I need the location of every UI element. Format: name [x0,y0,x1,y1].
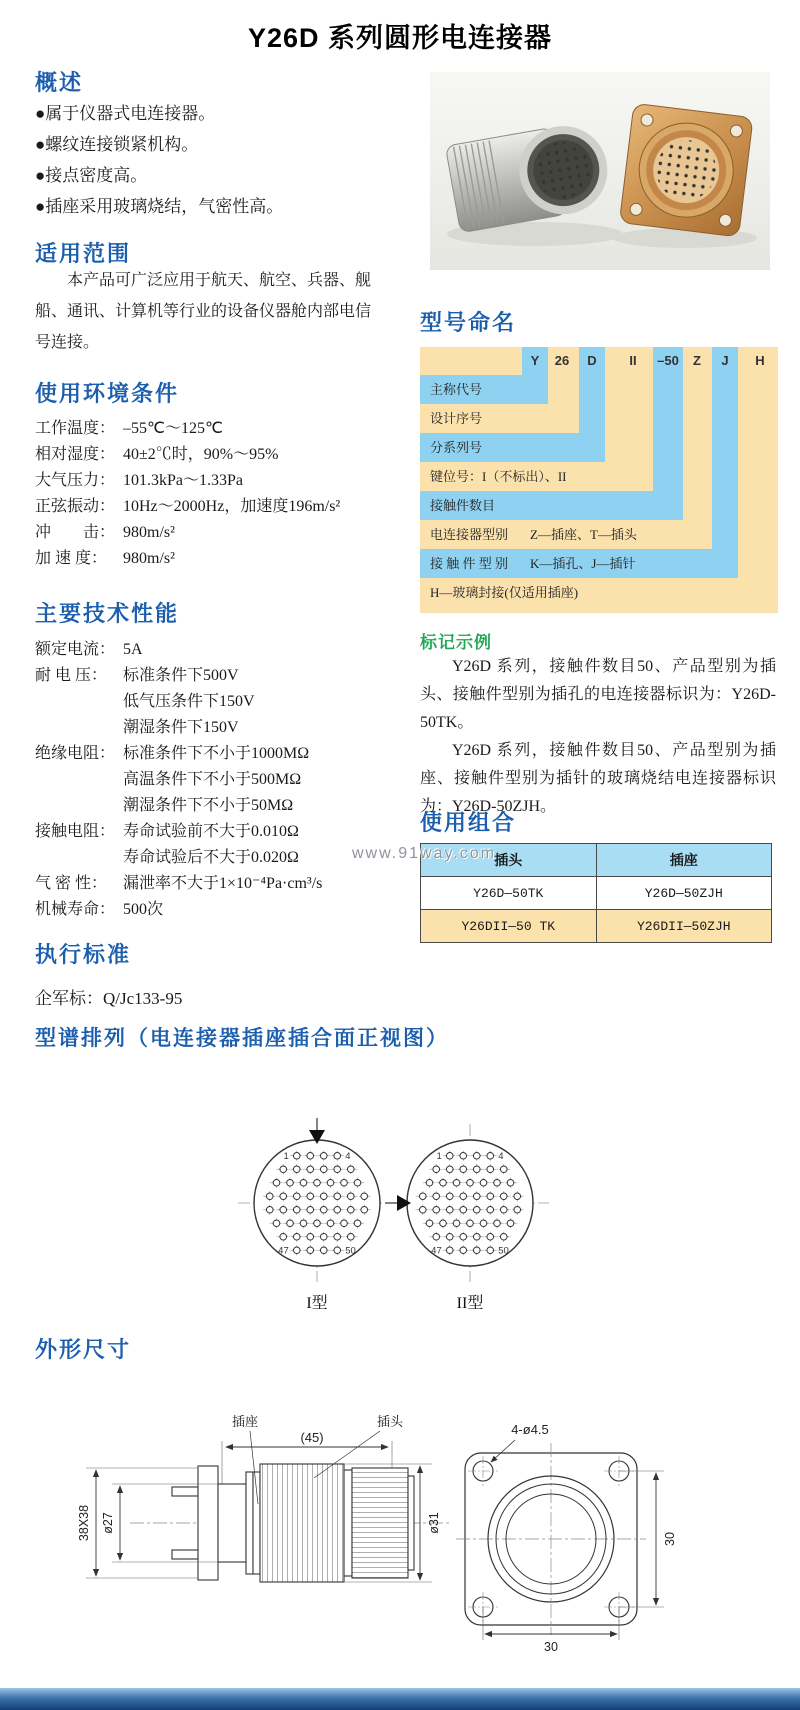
contact-pin [280,1233,287,1240]
pin-number-label: 4 [345,1150,351,1162]
contact-pin [347,1193,354,1200]
naming-row [420,433,605,462]
contact-pin [300,1179,307,1186]
contact-pin [273,1179,280,1186]
naming-row-label: 主称代号 [430,382,483,397]
contact-pin [473,1166,480,1173]
side-view [77,1414,450,1582]
contact-pin [334,1206,341,1213]
contact-pin [426,1179,433,1186]
pin-number-label: 47 [278,1245,289,1257]
contact-pin [480,1179,487,1186]
contact-pin [334,1152,341,1159]
contact-pin [307,1233,314,1240]
contact-pin [341,1179,348,1186]
overview-bullets [35,98,380,222]
naming-row-label: 电连接器型别 [430,527,509,542]
overview-bullet: ●螺纹连接锁紧机构。 [35,135,199,154]
contact-pin [446,1247,453,1254]
contact-pin [460,1193,467,1200]
spec-row [35,793,322,819]
contact-pin [460,1206,467,1213]
contact-pin [467,1179,474,1186]
spec-row [35,715,322,741]
pin-number-label: 47 [431,1245,442,1257]
dim-30-vertical-label: 30 [663,1532,677,1546]
footer-bar [0,1688,800,1710]
contact-pin [419,1193,426,1200]
application-paragraph: 本产品可广泛应用于航天、航空、兵器、舰船、通讯、计算机等行业的设备仪器舱内部电信号连接。 [35,272,372,351]
insert-face-type2-diagram [385,1118,555,1288]
spec-value: 5A [123,641,143,658]
contact-pin [327,1220,334,1227]
naming-row [420,491,683,520]
marking-example-heading: 标记示例 [420,633,492,652]
spec-row [35,767,322,793]
naming-row-detail: K—插孔、J—插针 [530,556,636,571]
contact-pin [320,1152,327,1159]
contact-pin [507,1179,514,1186]
contact-pin [446,1152,453,1159]
contact-pin [307,1166,314,1173]
spec-value: 标准条件下500V [123,667,239,684]
naming-row-label: 设计序号 [430,411,483,426]
contact-pin [500,1233,507,1240]
dim-30-horizontal-label: 30 [544,1640,558,1654]
contact-pin [293,1193,300,1200]
contact-pin [487,1193,494,1200]
contact-pin [487,1166,494,1173]
section-heading-standard: 执行标准 [35,942,132,967]
contact-pin [314,1220,321,1227]
contact-pin [460,1247,467,1254]
spec-label: 机械寿命： [35,901,116,918]
contact-pin [433,1166,440,1173]
spec-row [35,442,340,468]
contact-pin [440,1179,447,1186]
contact-pin [293,1166,300,1173]
contact-pin [287,1179,294,1186]
insert-face-type1-diagram [232,1118,402,1288]
contact-pin [320,1166,327,1173]
spec-row [35,845,322,871]
contact-pin [480,1220,487,1227]
naming-column-strip [712,347,738,549]
combo-row [421,877,772,910]
spec-row [35,819,322,845]
contact-pin [446,1193,453,1200]
dim-flange-label: 38X38 [77,1504,91,1542]
contact-pin [473,1233,480,1240]
naming-column-strip [684,347,710,520]
spec-label: 耐 电 压： [35,667,108,684]
naming-row [420,404,575,433]
spec-label: 加 速 度： [35,550,108,567]
spec-row [35,871,322,897]
contact-pin [453,1179,460,1186]
spec-row [35,546,340,572]
spec-value: 980m/s² [123,524,175,541]
contact-pin [500,1206,507,1213]
pin-number-label: 4 [498,1150,504,1162]
naming-row-label: 接 触 件 型 别 [430,556,509,571]
contact-pin [273,1220,280,1227]
spec-value: 潮湿条件下不小于50MΩ [123,797,294,814]
overview-bullet: ●属于仪器式电连接器。 [35,104,216,123]
naming-code: Y [530,353,540,368]
naming-code: Z [693,353,701,368]
page-title: Y26D 系列圆形电连接器 [247,23,553,53]
combo-row [421,910,772,943]
contact-pin [347,1206,354,1213]
contact-pin [280,1166,287,1173]
contact-pin [320,1193,327,1200]
spec-value: 10Hz～2000Hz，加速度196m/s² [123,498,341,515]
contact-pin [354,1220,361,1227]
spec-row [35,468,340,494]
naming-row-label: 键位号：I（不标出）、II [430,469,567,484]
contact-pin [300,1220,307,1227]
contact-pin [307,1152,314,1159]
contact-pin [320,1247,327,1254]
contact-pin [460,1166,467,1173]
naming-row-label: 接触件数目 [430,498,496,513]
spec-value: 寿命试验前不大于0.010Ω [123,823,299,840]
contact-pin [419,1206,426,1213]
spec-label: 绝缘电阻： [35,745,116,762]
dim-45-label: (45) [300,1430,324,1445]
naming-column-strip [653,347,683,491]
naming-row-detail: Z—插座、T—插头 [530,527,637,542]
section-heading-application: 适用范围 [35,241,132,266]
spec-value: 101.3kPa～1.33Pa [123,472,244,489]
contact-pin [473,1247,480,1254]
spec-label: 正弦振动： [35,498,116,515]
section-heading-spectrum: 型谱排列（电连接器插座插合面正视图） [35,1026,449,1050]
naming-row-label: H—玻璃封接(仅适用插座) [430,585,579,600]
contact-pin [307,1247,314,1254]
spec-row [35,520,340,546]
spec-value: 标准条件下不小于1000MΩ [123,745,310,762]
contact-pin [514,1193,521,1200]
contact-pin [433,1193,440,1200]
contact-pin [460,1233,467,1240]
contact-pin [494,1220,501,1227]
contact-pin [446,1233,453,1240]
naming-code: D [587,353,597,368]
pin-number-label: 1 [436,1150,442,1162]
spec-value: 980m/s² [123,550,175,567]
pin-number-label: 50 [345,1245,356,1257]
spec-value: 高温条件下不小于500MΩ [123,771,302,788]
contact-pin [487,1233,494,1240]
pin-number-label: 50 [498,1245,509,1257]
combo-cell: Y26D—50TK [421,877,597,910]
naming-code: II [629,353,637,368]
spec-row [35,897,322,923]
contact-pin [307,1206,314,1213]
section-heading-environment: 使用环境条件 [35,381,180,406]
naming-code: –50 [657,353,679,368]
contact-pin [287,1220,294,1227]
spec-label: 接触电阻： [35,823,116,840]
marking-example-paragraphs [420,653,776,821]
contact-pin [314,1179,321,1186]
model-naming-diagram [420,347,778,613]
environment-spec-list [35,416,340,572]
contact-pin [293,1247,300,1254]
type2-label: II型 [456,1295,484,1312]
naming-code: H [755,353,765,368]
contact-pin [446,1206,453,1213]
section-heading-naming: 型号命名 [420,310,517,335]
contact-pin [341,1220,348,1227]
spec-row [35,416,340,442]
naming-row [420,462,646,491]
spec-label: 额定电流： [35,641,116,658]
contact-pin [293,1206,300,1213]
contact-pin [473,1206,480,1213]
naming-column-strip [742,347,778,578]
spec-label: 相对湿度： [35,446,116,463]
section-heading-dimensions: 外形尺寸 [35,1337,132,1362]
contact-pin [327,1179,334,1186]
overview-bullet: ●接点密度高。 [35,166,148,185]
contact-pin [266,1206,273,1213]
contact-pin [361,1206,368,1213]
spec-row [35,741,322,767]
spec-value: 低气压条件下150V [123,693,255,710]
contact-pin [334,1193,341,1200]
combo-header-cell: 插座 [596,844,772,877]
contact-pin [433,1233,440,1240]
spec-label: 冲 击： [35,524,116,541]
contact-pin [487,1247,494,1254]
contact-pin [487,1206,494,1213]
spec-row [35,494,340,520]
spec-label: 大气压力： [35,472,116,489]
contact-pin [320,1206,327,1213]
contact-pin [433,1206,440,1213]
spec-row [35,689,322,715]
spec-value: –55℃～125℃ [123,420,223,437]
naming-row [420,375,548,404]
contact-pin [487,1152,494,1159]
spec-value: 500次 [123,901,164,918]
spec-value: 漏泄率不大于1×10⁻⁴Pa·cm³/s [123,875,323,892]
section-heading-performance: 主要技术性能 [35,601,180,626]
contact-pin [446,1166,453,1173]
contact-pin [426,1220,433,1227]
marking-paragraph: Y26D 系列，接触件数目50、产品型别为插头、接触件型别为插孔的电连接器标识为：Y26D-50TK。 [420,658,776,731]
contact-pin [494,1179,501,1186]
performance-spec-list [35,637,322,923]
contact-pin [460,1152,467,1159]
contact-pin [473,1152,480,1159]
plug-label: 插头 [376,1414,404,1429]
contact-pin [347,1166,354,1173]
contact-pin [473,1193,480,1200]
contact-pin [334,1166,341,1173]
spec-value: 寿命试验后不大于0.020Ω [123,849,299,866]
spec-label: 气 密 性： [35,875,108,892]
naming-row-label: 分系列号 [430,440,483,455]
contact-pin [467,1220,474,1227]
naming-code: J [721,353,729,368]
contact-pin [354,1179,361,1186]
combo-cell: Y26DII—50 TK [421,910,597,943]
contact-pin [266,1193,273,1200]
spec-value: 40±2℃时，90%～95% [123,446,279,463]
dim-d31-label: ø31 [427,1512,441,1534]
combo-cell: Y26D—50ZJH [596,877,772,910]
contact-pin [507,1220,514,1227]
marking-paragraph: Y26D 系列，接触件数目50、产品型别为插座、接触件型别为插针的玻璃烧结电连接器标识为：Y26D-50ZJH。 [420,742,776,815]
dim-d27-label: ø27 [101,1512,115,1534]
socket-label: 插座 [231,1414,259,1429]
contact-pin [514,1206,521,1213]
contact-pin [307,1193,314,1200]
pin-number-label: 1 [283,1150,289,1162]
contact-pin [320,1233,327,1240]
contact-pin [293,1233,300,1240]
dim-holes-label: 4-ø4.5 [511,1422,549,1437]
contact-pin [280,1193,287,1200]
overview-bullet: ●插座采用玻璃烧结，气密性高。 [35,197,284,216]
naming-code: 26 [554,353,570,368]
contact-pin [334,1233,341,1240]
combo-cell: Y26DII—50ZJH [596,910,772,943]
contact-pin [280,1206,287,1213]
spec-value: 潮湿条件下150V [123,719,239,736]
dimension-drawing [60,1390,720,1662]
naming-row [420,520,710,549]
contact-pin [293,1152,300,1159]
type1-label: I型 [306,1295,328,1312]
naming-row [420,549,738,578]
contact-pin [347,1233,354,1240]
combo-header-cell: 插头 [421,844,597,877]
product-photo [430,72,770,270]
spec-row [35,663,322,689]
spec-label: 工作温度： [35,420,116,437]
contact-pin [440,1220,447,1227]
contact-pin [453,1220,460,1227]
naming-row [420,578,778,607]
standard-text: 企军标：Q/Jc133-95 [35,989,183,1008]
contact-pin [500,1193,507,1200]
section-heading-combination: 使用组合 [420,810,517,835]
spec-row [35,637,322,663]
watermark: www.91way.com [352,845,496,862]
contact-pin [334,1247,341,1254]
contact-pin [361,1193,368,1200]
receptacle-connector-photo [619,103,753,237]
contact-pin [500,1166,507,1173]
section-heading-overview: 概述 [35,70,84,95]
front-view [456,1422,677,1654]
